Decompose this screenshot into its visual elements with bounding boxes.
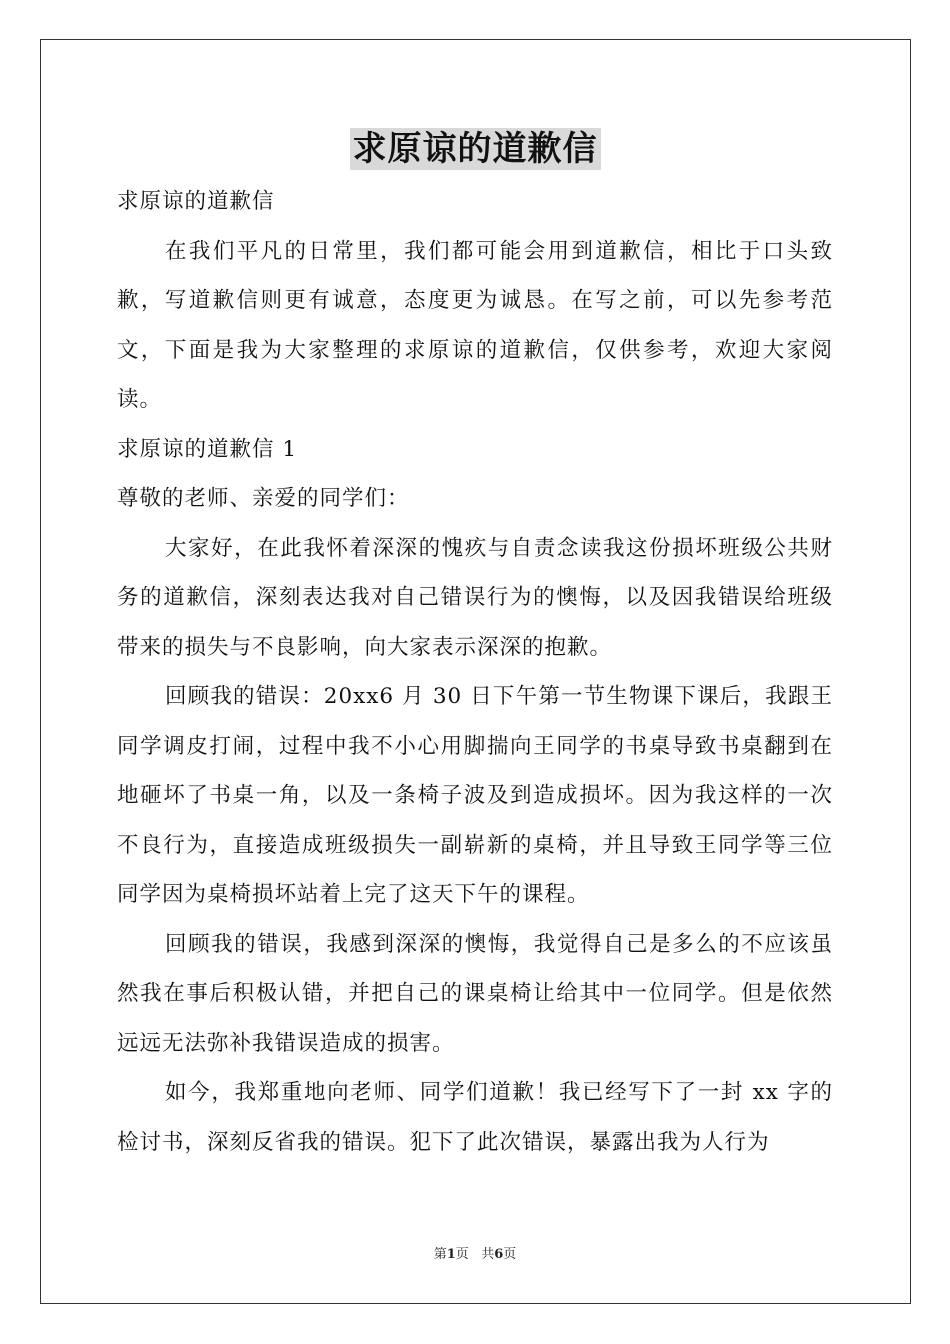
body-paragraph: 回顾我的错误：20xx6 月 30 日下午第一节生物课下课后，我跟王同学调皮打闹，过程中我不小心用脚揣向王同学的书桌导致书桌翻到在地砸坏了书桌一角，以及一条椅子波及到造成损坏。因为我这样的一次不良行为，直接造成班级损失一副崭新的桌椅，并且导致王同学等三位同学因为桌椅损坏站着上完了这天下午的课程。 xyxy=(117,684,833,907)
letter-heading: 求原谅的道歉信 1 xyxy=(117,436,298,462)
body-paragraph: 回顾我的错误，我感到深深的懊悔，我觉得自己是多么的不应该虽然我在事后积极认错，并把自己的课桌椅让给其中一位同学。但是依然远远无法弥补我错误造成的损害。 xyxy=(117,931,833,1056)
intro-paragraph: 在我们平凡的日常里，我们都可能会用到道歉信，相比于口头致歉，写道歉信则更有诚意，态度更为诚恳。在写之前，可以先参考范文，下面是我为大家整理的求原谅的道歉信，仅供参考，欢迎大家阅读。 xyxy=(117,238,833,412)
footer-total-suffix: 页 xyxy=(503,1247,517,1262)
total-pages: 6 xyxy=(494,1247,504,1262)
current-page-number: 1 xyxy=(446,1247,456,1262)
title-container xyxy=(0,128,950,170)
footer-prefix: 第 xyxy=(433,1247,447,1262)
body-paragraph: 如今，我郑重地向老师、同学们道歉！我已经写下了一封 xx 字的检讨书，深刻反省我的错误。犯下了此次错误，暴露出我为人行为 xyxy=(117,1080,833,1155)
body-heading: 求原谅的道歉信 xyxy=(117,189,275,214)
document-title: 求原谅的道歉信 xyxy=(350,128,601,170)
salutation: 尊敬的老师、亲爱的同学们： xyxy=(117,486,410,511)
document-body xyxy=(117,177,833,1167)
page-footer xyxy=(0,1246,950,1264)
body-paragraph: 大家好，在此我怀着深深的愧疚与自责念读我这份损坏班级公共财务的道歉信，深刻表达我对自己错误行为的懊悔，以及因我错误给班级带来的损失与不良影响，向大家表示深深的抱歉。 xyxy=(117,535,833,660)
footer-total-prefix: 共 xyxy=(481,1247,495,1262)
footer-page-label: 页 xyxy=(455,1247,469,1262)
